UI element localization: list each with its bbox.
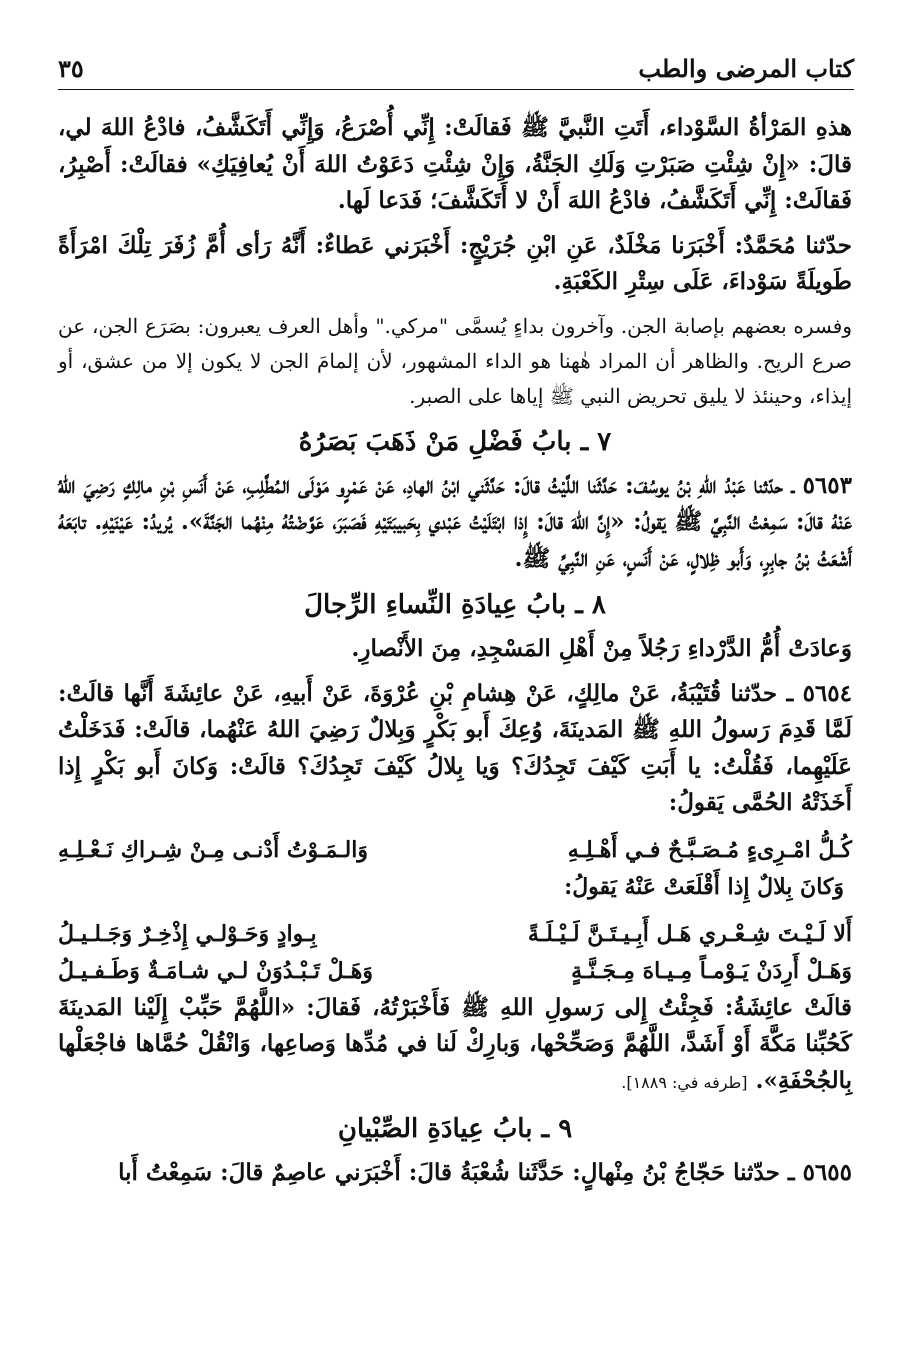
poem-verse-2 <box>58 916 852 953</box>
hadith-number: ٥٦٥٥ <box>802 1159 852 1186</box>
hadith-continuation: هذهِ المَرْأةُ السَّوْداء، أَتَتِ النَّبيَّ ﷺ فَقالَتْ: إِنِّي أُصْرَعُ، وَإِنِّي أَتَكَشَّفُ، فادْعُ اللهَ لي، قالَ: «إِنْ شِئْتِ صَبَرْتِ وَلَكِ الجَنَّةُ، وَإِنْ شِئْتِ دَعَوْتُ اللهَ أَنْ يُعافِيَكِ» فقالَتْ: أَصْبِرُ، فَقالَتْ: إِنِّي أَتَكَشَّفُ، فادْعُ اللهَ أَنْ لا أَتَكَشَّفَ؛ فَدَعا لَها. <box>58 114 852 214</box>
hadith-text: قالَتْ عائِشَةُ: فَجِئْتُ إِلى رَسولِ اللهِ ﷺ فَأَخْبَرْتُهُ، فَقالَ: «اللَّهُمَّ حَبِّبْ إِلَيْنا المَدينَةَ كَحُبِّنا مَكَّةَ أَوْ أَشَدَّ، اللَّهُمَّ وَصَحِّحْها، وَبارِكْ لَنا في مُدِّها وَصاعِها، وَانْقُلْ حُمَّاها فاجْعَلْها بِالجُحْفَةِ». <box>58 993 852 1094</box>
page-body <box>58 110 852 1192</box>
book-title: كتاب المرضى والطب <box>638 54 854 83</box>
hadith-narration: حدّثنا مُحَمَّدٌ: أَخْبَرَنا مَخْلَدٌ، عَنِ ابْنِ جُرَيْجٍ: أَخْبَرَني عَطاءٌ: أَنَّهُ رَأى أُمَّ زُفَرَ تِلْكَ امْرَأَةً طَويلَةً سَوْداءَ، عَلَى سِتْرِ الكَعْبَةِ. <box>58 231 852 295</box>
verse-first-hemistich: وَهَـلْ أَرِدَنْ يَـوْمـاً مِـيـاهَ مِـجَـنَّـةٍ <box>571 957 852 984</box>
commentary-note: وفسره بعضهم بإصابة الجن. وآخرون بداءٍ يُسمَّى "مركي." وأهل العرف يعبرون: بصَرَع الجن، عن صرع الريح. والظاهر أن المراد هٰهنا هو الداء المشهور، لأن إلمامَ الجن لا يكون إلا من عشق، أو إيذاء، وحينئذ لا يليق تحريض النبي ﷺ إياها على الصبر. <box>58 313 852 408</box>
hadith-5655 <box>58 1155 852 1192</box>
poem-verse-1 <box>58 832 852 869</box>
verse-second-hemistich: بِـوادٍ وَحَـوْلـي إِذْخِـرٌ وَجَـلـيـلُ <box>58 920 317 947</box>
hadith-conclusion <box>58 990 852 1102</box>
chapter-heading-7: ٧ ـ بابُ فَضْلِ مَنْ ذَهَبَ بَصَرُهُ <box>298 426 612 457</box>
page-header <box>58 52 854 90</box>
verse-second-hemistich: وَالـمَـوْتُ أَدْنـى مِـنْ شِـراكِ نَـعْـلِـهِ <box>58 836 368 863</box>
verse-first-hemistich: كُـلُّ امْـرِىءٍ مُـصَـبَّـحٌ فـي أَهْـلِـهِ <box>567 836 852 863</box>
verse-intro: وَكانَ بِلالٌ إِذا أَقْلَعَتْ عَنْهُ يَقولُ: <box>564 873 844 900</box>
hadith-5653 <box>58 468 852 578</box>
page-number: ٣٥ <box>58 54 84 83</box>
hadith-number: ٥٦٥٣ <box>802 471 852 499</box>
hadith-number: ٥٦٥٤ <box>802 679 852 707</box>
chapter-heading-8: ٨ ـ بابُ عِيادَةِ النِّساءِ الرِّجالَ <box>304 590 606 620</box>
header-rule <box>58 89 854 90</box>
verse-second-hemistich: وَهَـلْ تَـبْـدُوَنْ لـي شـامَـةٌ وَطَـفـيـلُ <box>58 957 373 984</box>
hadith-text: ـ حدّثنا عَبْدُ اللهِ بْنُ يوسُفَ: حَدَّثَنا اللَّيْثُ قالَ: حَدَّثَني ابْنُ الهادِ، عَنْ عَمْرٍو مَوْلَى المُطَّلِبِ، عَنْ أَنَسِ بْنِ مالِكٍ رَضِيَ اللهُ عَنْهُ قالَ: سَمِعْتُ النَّبِيَّ ﷺ يَقولُ: «إِنَّ اللهَ قالَ: إِذا ابْتَلَيْتُ عَبْدي بِحَبيبَتَيْهِ فَصَبَرَ، عَوَّضْتُهُ مِنْهُما الجَنَّةَ». يُريدُ: عَيْنَيْهِ. تابَعَهُ أَشْعَثُ بْنُ جابِرٍ، وَأَبو ظِلالٍ، عَنْ أَنَسٍ، عَنِ النَّبِيِّ ﷺ. <box>58 471 852 572</box>
chapter-heading-9: ٩ ـ بابُ عِيادَةِ الصِّبْيانِ <box>337 1114 573 1144</box>
chapter-note: وَعادَتْ أُمُّ الدَّرْداءِ رَجُلاً مِنْ أَهْلِ المَسْجِدِ، مِنَ الأَنْصارِ. <box>351 635 852 662</box>
hadith-text: ـ حدّثنا قُتَيْبَةُ، عَنْ مالِكٍ، عَنْ هِشامِ بْنِ عُرْوَةَ، عَنْ أَبيهِ، عَنْ عائِشَةَ أَنَّها قالَتْ: لَمَّا قَدِمَ رَسولُ اللهِ ﷺ المَدينَةَ، وُعِكَ أَبو بَكْرٍ وَبِلالٌ رَضِيَ اللهُ عَنْهُما، قالَتْ: فَدَخَلْتُ عَلَيْهِما، فَقُلْتُ: يا أَبَتِ كَيْفَ تَجِدُكَ؟ وَيا بِلالُ كَيْفَ تَجِدُكَ؟ قالَتْ: وَكانَ أَبو بَكْرٍ إِذا أَخَذَتْهُ الحُمَّى يَقولُ: <box>58 679 852 816</box>
hadith-5654 <box>58 676 852 822</box>
hadith-text: ـ حدّثنا حَجّاجُ بْنُ مِنْهالٍ: حَدَّثَنا شُعْبَةُ قالَ: أَخْبَرَني عاصِمٌ قالَ: سَمِعْتُ أَبا <box>118 1159 795 1186</box>
verse-first-hemistich: أَلا لَـيْـتَ شِـعْـري هَـل أَبِـيـتَـنَّ لَـيْـلَـةً <box>527 920 852 947</box>
cross-reference: [طرفه في: ١٨٨٩]. <box>621 1072 748 1092</box>
poem-verse-3 <box>58 953 852 990</box>
